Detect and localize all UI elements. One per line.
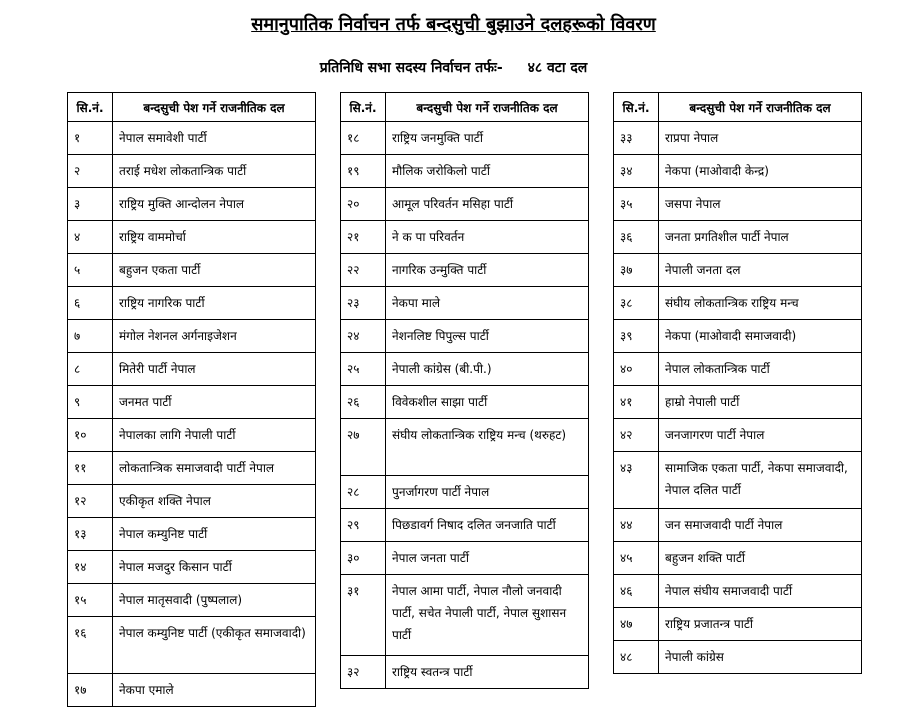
- party-table-1: [67, 92, 316, 707]
- sn-header: सि.नं.: [614, 93, 659, 122]
- table-row: [341, 476, 589, 509]
- table-row: [341, 419, 589, 476]
- serial-number: १: [68, 122, 113, 155]
- serial-number: ३३: [614, 122, 659, 155]
- serial-number: ३: [68, 188, 113, 221]
- party-name: बहुजन एकता पार्टी: [113, 254, 316, 287]
- table-row: [614, 452, 862, 509]
- table-row: [614, 155, 862, 188]
- party-name: राष्ट्रिय प्रजातन्त्र पार्टी: [659, 608, 862, 641]
- party-name: नेशनलिष्ट पिपुल्स पार्टी: [386, 320, 589, 353]
- table-row: [68, 122, 316, 155]
- serial-number: १८: [341, 122, 386, 155]
- party-name: जनमत पार्टी: [113, 386, 316, 419]
- party-name: मौलिक जरोकिलो पार्टी: [386, 155, 589, 188]
- table-row: [614, 386, 862, 419]
- party-name: नेपाली कांग्रेस (बी.पी.): [386, 353, 589, 386]
- party-name: मितेरी पार्टी नेपाल: [113, 353, 316, 386]
- party-name: नेकपा (माओवादी समाजवादी): [659, 320, 862, 353]
- table-row: [341, 656, 589, 689]
- table-row: [614, 188, 862, 221]
- party-name: नागरिक उन्मुक्ति पार्टी: [386, 254, 589, 287]
- table-row: [68, 617, 316, 674]
- serial-number: ४: [68, 221, 113, 254]
- table-row: [68, 287, 316, 320]
- table-row: [68, 386, 316, 419]
- serial-number: ३६: [614, 221, 659, 254]
- party-name: संघीय लोकतान्त्रिक राष्ट्रिय मन्च: [659, 287, 862, 320]
- page-title: समानुपातिक निर्वाचन तर्फ बन्दसुची बुझाउने दलहरूको विवरण: [251, 14, 656, 35]
- party-name: पिछडावर्ग निषाद दलित जनजाति पार्टी: [386, 509, 589, 542]
- table-row: [614, 287, 862, 320]
- table-row: [614, 221, 862, 254]
- serial-number: १०: [68, 419, 113, 452]
- table-row: [68, 221, 316, 254]
- serial-number: २५: [341, 353, 386, 386]
- serial-number: १४: [68, 551, 113, 584]
- table-row: [341, 542, 589, 575]
- table-row: [614, 254, 862, 287]
- party-name: जनजागरण पार्टी नेपाल: [659, 419, 862, 452]
- serial-number: १६: [68, 617, 113, 674]
- party-name: जन समाजवादी पार्टी नेपाल: [659, 509, 862, 542]
- party-name: नेपाल समावेशी पार्टी: [113, 122, 316, 155]
- party-name: नेपाल जनता पार्टी: [386, 542, 589, 575]
- serial-number: ४१: [614, 386, 659, 419]
- serial-number: २२: [341, 254, 386, 287]
- sn-header: सि.नं.: [341, 93, 386, 122]
- party-name: नेपाल संघीय समाजवादी पार्टी: [659, 575, 862, 608]
- party-name: राष्ट्रिय स्वतन्त्र पार्टी: [386, 656, 589, 689]
- party-name: नेकपा एमाले: [113, 674, 316, 707]
- serial-number: ५: [68, 254, 113, 287]
- party-name: राप्रपा नेपाल: [659, 122, 862, 155]
- party-name: हाम्रो नेपाली पार्टी: [659, 386, 862, 419]
- party-name: बहुजन शक्ति पार्टी: [659, 542, 862, 575]
- serial-number: २०: [341, 188, 386, 221]
- serial-number: ३४: [614, 155, 659, 188]
- table-row: [341, 155, 589, 188]
- serial-number: २१: [341, 221, 386, 254]
- party-name: विवेकशील साझा पार्टी: [386, 386, 589, 419]
- table-row: [68, 419, 316, 452]
- serial-number: २३: [341, 287, 386, 320]
- serial-number: ९: [68, 386, 113, 419]
- party-name: राष्ट्रिय नागरिक पार्टी: [113, 287, 316, 320]
- table-row: [68, 674, 316, 707]
- party-name: नेपालका लागि नेपाली पार्टी: [113, 419, 316, 452]
- party-name: ने क पा परिवर्तन: [386, 221, 589, 254]
- party-header: बन्दसुची पेश गर्ने राजनीतिक दल: [113, 93, 316, 122]
- party-name: नेपाली जनता दल: [659, 254, 862, 287]
- party-name: राष्ट्रिय मुक्ति आन्दोलन नेपाल: [113, 188, 316, 221]
- table-row: [341, 254, 589, 287]
- serial-number: ११: [68, 452, 113, 485]
- party-header: बन्दसुची पेश गर्ने राजनीतिक दल: [659, 93, 862, 122]
- table-row: [68, 485, 316, 518]
- party-name: नेपाल मजदुर किसान पार्टी: [113, 551, 316, 584]
- party-name: सामाजिक एकता पार्टी, नेकपा समाजवादी, नेपाल दलित पार्टी: [659, 452, 862, 509]
- table-row: [614, 575, 862, 608]
- table-row: [614, 542, 862, 575]
- party-name: नेपाली कांग्रेस: [659, 641, 862, 674]
- serial-number: ८: [68, 353, 113, 386]
- serial-number: २४: [341, 320, 386, 353]
- serial-number: २६: [341, 386, 386, 419]
- party-name: नेपाल कम्युनिष्ट पार्टी (एकीकृत समाजवादी): [113, 617, 316, 674]
- table-row: [614, 641, 862, 674]
- table-row: [341, 353, 589, 386]
- table-row: [68, 584, 316, 617]
- sn-header: सि.नं.: [68, 93, 113, 122]
- table-row: [614, 419, 862, 452]
- serial-number: ३८: [614, 287, 659, 320]
- table-row: [614, 509, 862, 542]
- party-name: राष्ट्रिय वाममोर्चा: [113, 221, 316, 254]
- table-row: [614, 353, 862, 386]
- table-row: [68, 254, 316, 287]
- party-name: नेपाल मातृसवादी (पुष्पलाल): [113, 584, 316, 617]
- party-table-2: [340, 92, 589, 689]
- serial-number: ४८: [614, 641, 659, 674]
- party-name: नेपाल कम्युनिष्ट पार्टी: [113, 518, 316, 551]
- party-name: नेकपा माले: [386, 287, 589, 320]
- serial-number: १५: [68, 584, 113, 617]
- table-row: [68, 551, 316, 584]
- party-name: पुनर्जागरण पार्टी नेपाल: [386, 476, 589, 509]
- serial-number: १२: [68, 485, 113, 518]
- serial-number: ४५: [614, 542, 659, 575]
- table-row: [68, 452, 316, 485]
- table-row: [341, 509, 589, 542]
- party-name: नेपाल आमा पार्टी, नेपाल नौलो जनवादी पार्टी, सचेत नेपाली पार्टी, नेपाल सुशासन पार्टी: [386, 575, 589, 656]
- table-row: [614, 608, 862, 641]
- serial-number: २: [68, 155, 113, 188]
- party-name: मंगोल नेशनल अर्गनाइजेशन: [113, 320, 316, 353]
- page-subtitle: [0, 58, 907, 77]
- serial-number: ४७: [614, 608, 659, 641]
- serial-number: ७: [68, 320, 113, 353]
- table-row: [341, 221, 589, 254]
- party-name: एकीकृत शक्ति नेपाल: [113, 485, 316, 518]
- serial-number: ४४: [614, 509, 659, 542]
- table-row: [341, 122, 589, 155]
- serial-number: ४०: [614, 353, 659, 386]
- serial-number: ३१: [341, 575, 386, 656]
- serial-number: १७: [68, 674, 113, 707]
- serial-number: ३७: [614, 254, 659, 287]
- table-row: [341, 287, 589, 320]
- serial-number: ३९: [614, 320, 659, 353]
- party-name: जनता प्रगतिशील पार्टी नेपाल: [659, 221, 862, 254]
- table-row: [341, 575, 589, 656]
- table-row: [341, 386, 589, 419]
- serial-number: ६: [68, 287, 113, 320]
- serial-number: १३: [68, 518, 113, 551]
- party-table-3: [613, 92, 862, 674]
- party-count: ४८ वटा दल: [527, 60, 588, 76]
- table-row: [68, 155, 316, 188]
- party-name: संघीय लोकतान्त्रिक राष्ट्रिय मन्च (थरुहट): [386, 419, 589, 476]
- table-row: [68, 518, 316, 551]
- party-header: बन्दसुची पेश गर्ने राजनीतिक दल: [386, 93, 589, 122]
- table-row: [68, 188, 316, 221]
- table-row: [68, 353, 316, 386]
- table-row: [341, 188, 589, 221]
- party-name: नेपाल लोकतान्त्रिक पार्टी: [659, 353, 862, 386]
- subtitle-label: प्रतिनिधि सभा सदस्य निर्वाचन तर्फः-: [319, 60, 503, 76]
- serial-number: ३०: [341, 542, 386, 575]
- table-row: [614, 122, 862, 155]
- party-name: लोकतान्त्रिक समाजवादी पार्टी नेपाल: [113, 452, 316, 485]
- party-name: जसपा नेपाल: [659, 188, 862, 221]
- party-name: राष्ट्रिय जनमुक्ति पार्टी: [386, 122, 589, 155]
- table-row: [614, 320, 862, 353]
- serial-number: २९: [341, 509, 386, 542]
- table-row: [341, 320, 589, 353]
- serial-number: ३२: [341, 656, 386, 689]
- serial-number: ४३: [614, 452, 659, 509]
- party-name: नेकपा (माओवादी केन्द्र): [659, 155, 862, 188]
- serial-number: ३५: [614, 188, 659, 221]
- serial-number: १९: [341, 155, 386, 188]
- serial-number: ४६: [614, 575, 659, 608]
- serial-number: २७: [341, 419, 386, 476]
- party-name: आमूल परिवर्तन मसिहा पार्टी: [386, 188, 589, 221]
- table-row: [68, 320, 316, 353]
- serial-number: ४२: [614, 419, 659, 452]
- party-name: तराई मधेश लोकतान्त्रिक पार्टी: [113, 155, 316, 188]
- serial-number: २८: [341, 476, 386, 509]
